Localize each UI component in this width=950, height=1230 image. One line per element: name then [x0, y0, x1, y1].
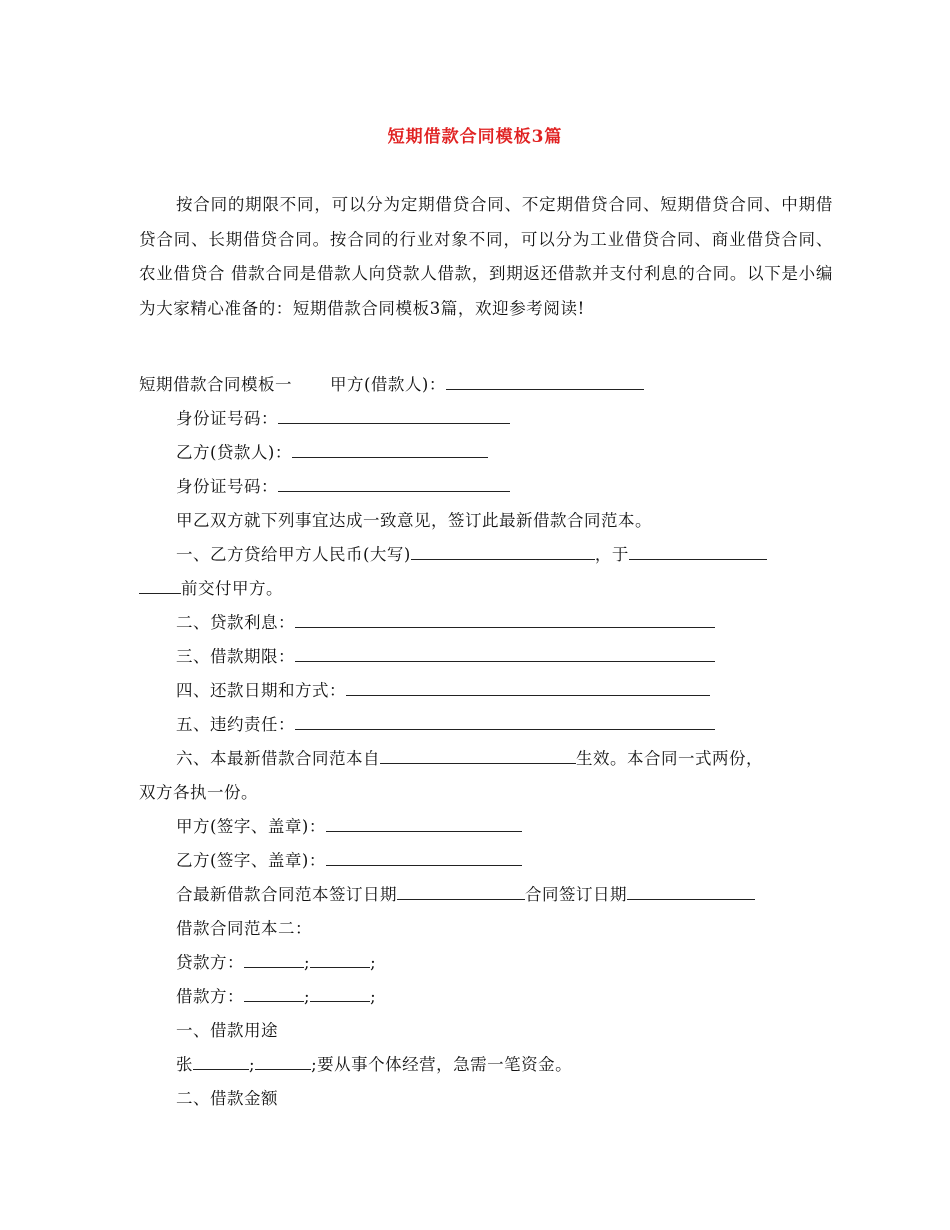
intro-paragraph: 按合同的期限不同，可以分为定期借贷合同、不定期借贷合同、短期借贷合同、中期借贷合同、长期借贷合同。按合同的行业对象不同，可以分为工业借贷合同、商业借贷合同、农业借贷合 借款合同是借款人向贷款人借款，到期返还借款并支付利息的合同。以下是小编为大家精心准备的：短期借款合同模板3篇，欢迎参考阅读!	[139, 195, 833, 318]
party-b-line	[176, 442, 488, 464]
party-b-blank[interactable]	[292, 442, 488, 458]
clause6-mid: 生效。本合同一式两份，	[576, 749, 763, 768]
lender-sep-1: ;	[304, 953, 311, 972]
clause3-line	[176, 646, 715, 668]
lender-blank-1[interactable]	[244, 952, 304, 968]
purpose-blank-2[interactable]	[255, 1054, 311, 1070]
agreement-line: 甲乙双方就下列事宜达成一致意见，签订此最新借款合同范本。	[176, 511, 652, 530]
amount-blank[interactable]	[411, 544, 595, 560]
clause5-line	[176, 714, 715, 736]
party-a-label: 甲方(借款人)：	[330, 375, 446, 394]
borrower-line	[176, 986, 376, 1008]
sign-date-b-label: 合同签订日期	[525, 885, 627, 904]
purpose-sep: ;	[249, 1055, 256, 1074]
clause2-line	[176, 612, 715, 634]
clause4-label: 四、还款日期和方式：	[176, 681, 346, 700]
lender-label: 贷款方：	[176, 953, 244, 972]
lender-sep-2: ;	[370, 953, 377, 972]
purpose-text: ;要从事个体经营，急需一笔资金。	[311, 1055, 573, 1074]
id-a-blank[interactable]	[278, 408, 510, 424]
borrower-blank-1[interactable]	[244, 986, 304, 1002]
clause6-line	[176, 748, 763, 770]
template1-heading-line	[139, 374, 644, 396]
effective-date-blank[interactable]	[380, 748, 576, 764]
clause1-mid: ，于	[594, 545, 629, 564]
sign-a-label: 甲方(签字、盖章)：	[176, 817, 326, 836]
id-a-line	[176, 408, 510, 430]
term-blank[interactable]	[295, 646, 715, 662]
delivery-date-blank[interactable]	[629, 544, 767, 560]
sign-date-a-blank[interactable]	[397, 884, 525, 900]
borrower-sep-1: ;	[304, 987, 311, 1006]
id-a-label: 身份证号码：	[176, 409, 278, 428]
clause1-line	[176, 544, 767, 566]
purpose-heading: 一、借款用途	[176, 1021, 278, 1040]
amount-heading: 二、借款金额	[176, 1089, 278, 1108]
party-a-blank[interactable]	[446, 374, 644, 390]
clause1-cont-line	[139, 578, 283, 600]
document-title: 短期借款合同模板3篇	[387, 127, 563, 147]
sign-date-a-label: 合最新借款合同范本签订日期	[176, 885, 397, 904]
sign-b-blank[interactable]	[326, 850, 522, 866]
sign-a-blank[interactable]	[326, 816, 522, 832]
interest-blank[interactable]	[295, 612, 715, 628]
clause6-label: 六、本最新借款合同范本自	[176, 749, 380, 768]
id-b-blank[interactable]	[278, 476, 510, 492]
id-b-line	[176, 476, 510, 498]
clause4-line	[176, 680, 710, 702]
sign-date-line	[176, 884, 755, 906]
clause6-cont-line: 双方各执一份。	[139, 783, 258, 802]
sign-b-label: 乙方(签字、盖章)：	[176, 851, 326, 870]
clause1-end: 前交付甲方。	[181, 579, 283, 598]
delivery-date-blank-cont[interactable]	[139, 578, 181, 594]
template2-heading: 借款合同范本二：	[176, 919, 312, 938]
borrower-sep-2: ;	[370, 987, 377, 1006]
purpose-name-label: 张	[176, 1055, 193, 1074]
lender-line	[176, 952, 376, 974]
liability-blank[interactable]	[295, 714, 715, 730]
clause5-label: 五、违约责任：	[176, 715, 295, 734]
borrower-blank-2[interactable]	[310, 986, 370, 1002]
sign-a-line	[176, 816, 522, 838]
sign-date-b-blank[interactable]	[627, 884, 755, 900]
lender-blank-2[interactable]	[310, 952, 370, 968]
party-b-label: 乙方(贷款人)：	[176, 443, 292, 462]
clause3-label: 三、借款期限：	[176, 647, 295, 666]
clause1-label: 一、乙方贷给甲方人民币(大写)	[176, 545, 411, 564]
template1-heading: 短期借款合同模板一	[139, 375, 292, 394]
clause2-label: 二、贷款利息：	[176, 613, 295, 632]
id-b-label: 身份证号码：	[176, 477, 278, 496]
repayment-blank[interactable]	[346, 680, 710, 696]
purpose-line	[176, 1054, 572, 1076]
borrower-label: 借款方：	[176, 987, 244, 1006]
sign-b-line	[176, 850, 522, 872]
purpose-blank-1[interactable]	[193, 1054, 249, 1070]
